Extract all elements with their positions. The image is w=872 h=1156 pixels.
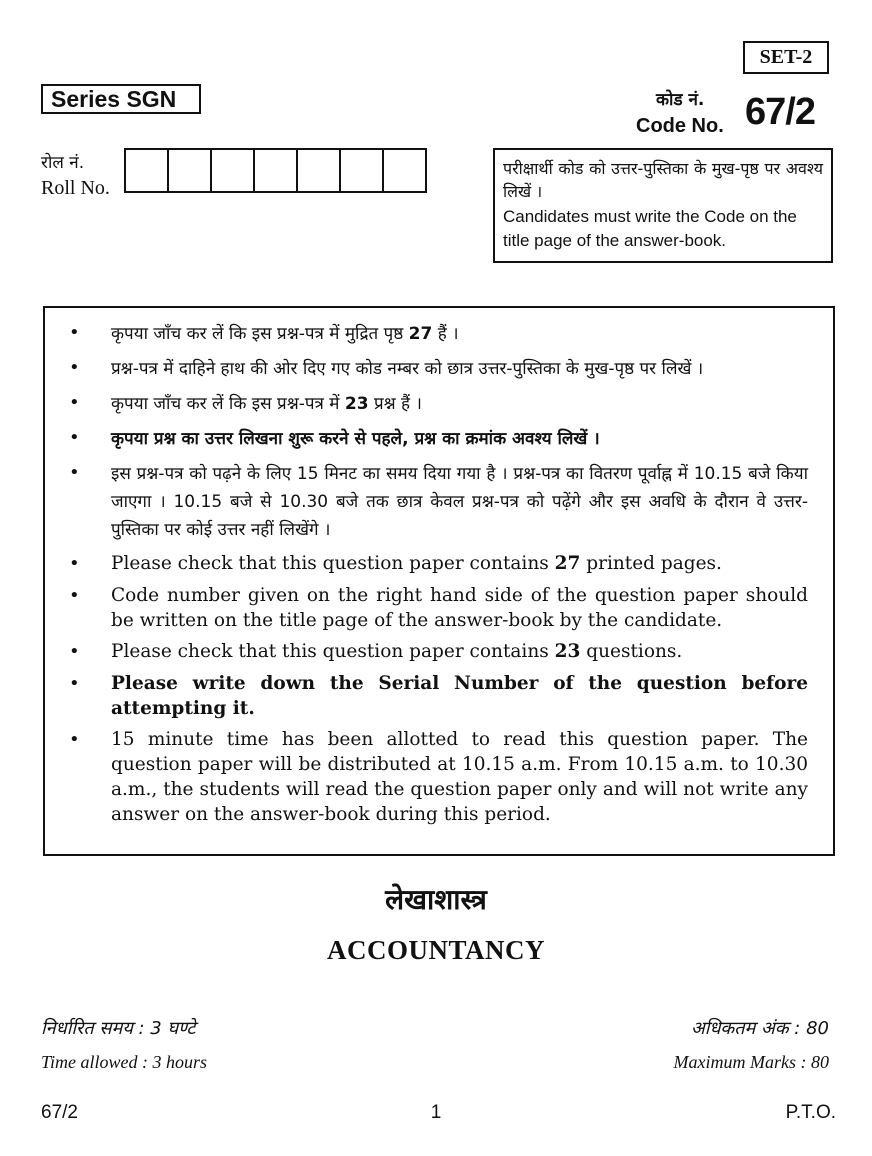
subject-title: ACCOUNTANCY: [327, 935, 545, 965]
instruction-text-bold: 27: [408, 324, 433, 344]
bullet-icon: •: [69, 673, 80, 694]
instruction-item: [65, 639, 808, 665]
roll-number-cell[interactable]: [124, 148, 169, 193]
roll-number-boxes: [124, 148, 427, 193]
instruction-text: [111, 355, 808, 383]
page-number: 1: [430, 1102, 442, 1123]
subject-title-hindi: लेखाशास्त्र: [385, 883, 487, 916]
roll-label: Roll No.: [41, 177, 110, 199]
instruction-text-pre: कृपया जाँच कर लें कि इस प्रश्न-पत्र में मुद्रित पृष्ठ: [111, 324, 409, 344]
code-notice-english: Candidates must write the Code on the title page of the answer-book.: [503, 207, 797, 250]
code-label-hindi: कोड नं.: [656, 90, 705, 110]
bullet-icon: •: [69, 322, 80, 343]
instruction-text-pre: कृपया जाँच कर लें कि इस प्रश्न-पत्र में: [111, 394, 345, 414]
instruction-text-bold: 23: [554, 641, 581, 662]
instruction-text: [111, 639, 808, 665]
code-notice-box: [493, 148, 833, 263]
instruction-text: [111, 390, 808, 418]
instruction-item: [65, 727, 808, 827]
instruction-text-pre: प्रश्न-पत्र में दाहिने हाथ की ओर दिए गए कोड नम्बर को छात्र उत्तर-पुस्तिका के मुख-पृष्ठ पर लिखें ।: [111, 359, 704, 379]
instruction-item: [65, 460, 808, 544]
roll-number-cell[interactable]: [253, 148, 298, 193]
instruction-item: [65, 390, 808, 418]
footer-code: 67/2: [41, 1102, 78, 1123]
maximum-marks: Maximum Marks : 80: [673, 1052, 829, 1072]
roll-label-hindi: रोल नं.: [41, 153, 85, 173]
pto-label: P.T.O.: [785, 1102, 836, 1123]
bullet-icon: •: [69, 585, 80, 606]
bullet-icon: •: [69, 553, 80, 574]
instruction-item: [65, 425, 808, 453]
instruction-text: [111, 551, 808, 577]
instruction-text-post: printed pages.: [580, 553, 722, 574]
code-notice-hindi: परीक्षार्थी कोड को उत्तर-पुस्तिका के मुख-पृष्ठ पर अवश्य लिखें ।: [503, 159, 823, 201]
instruction-item: [65, 551, 808, 577]
instruction-text-pre: इस प्रश्न-पत्र को पढ़ने के लिए 15 मिनट का समय दिया गया है । प्रश्न-पत्र का वितरण पूर्वाह्न में 10.15 बजे किया जाएगा । 10.15 बजे से 10.30 बजे तक छात्र केवल प्रश्न-पत्र को पढ़ेंगे और इस अवधि के दौरान वे उत्तर-पुस्तिका पर कोई उत्तर नहीं लिखेंगे ।: [111, 464, 808, 540]
instruction-text-post: प्रश्न हैं ।: [368, 394, 422, 414]
instruction-text-post: questions.: [580, 641, 683, 662]
instruction-text: [111, 727, 808, 827]
bullet-icon: •: [69, 392, 80, 413]
set-label: SET-2: [743, 41, 829, 74]
instruction-text-bold: Please write down the Serial Number of the question before attempting it.: [111, 673, 808, 719]
instruction-item: [65, 583, 808, 633]
instruction-text: [111, 583, 808, 633]
roll-number-cell[interactable]: [339, 148, 384, 193]
instruction-text: [111, 671, 808, 721]
instruction-text: [111, 320, 808, 348]
instruction-text-bold: कृपया प्रश्न का उत्तर लिखना शुरू करने से पहले, प्रश्न का क्रमांक अवश्य लिखें ।: [111, 429, 600, 449]
instruction-text-pre: 15 minute time has been allotted to read this question paper. The question paper will be distributed at 10.15 a.m. From 10.15 a.m. to 10.30 a.m., the students will read the question paper only and will not write any answer on the answer-book during this period.: [111, 729, 808, 825]
bullet-icon: •: [69, 427, 80, 448]
bullet-icon: •: [69, 462, 80, 483]
instruction-item: [65, 355, 808, 383]
roll-number-cell[interactable]: [210, 148, 255, 193]
instructions-box: [43, 306, 835, 856]
code-number: 67/2: [745, 91, 815, 133]
instruction-text-pre: Please check that this question paper contains: [111, 641, 555, 662]
roll-number-cell[interactable]: [167, 148, 212, 193]
instruction-text-pre: Code number given on the right hand side of the question paper should be written on the title page of the answer-book by the candidate.: [111, 585, 808, 631]
code-label: Code No.: [636, 115, 724, 137]
instruction-text-post: हैं ।: [432, 324, 459, 344]
bullet-icon: •: [69, 729, 80, 750]
instruction-text: [111, 425, 808, 453]
series-label: Series SGN: [41, 84, 201, 114]
bullet-icon: •: [69, 357, 80, 378]
maximum-marks-hindi: अधिकतम अंक : 80: [690, 1018, 829, 1039]
time-allowed: Time allowed : 3 hours: [41, 1052, 208, 1072]
time-allowed-hindi: निर्धारित समय : 3 घण्टे: [41, 1018, 196, 1039]
bullet-icon: •: [69, 641, 80, 662]
instruction-text-pre: Please check that this question paper contains: [111, 553, 555, 574]
roll-number-cell[interactable]: [296, 148, 341, 193]
instruction-text-bold: 27: [554, 553, 581, 574]
instruction-item: [65, 320, 808, 348]
instruction-item: [65, 671, 808, 721]
instruction-text: [111, 460, 808, 544]
instruction-text-bold: 23: [344, 394, 369, 414]
roll-number-cell[interactable]: [382, 148, 427, 193]
